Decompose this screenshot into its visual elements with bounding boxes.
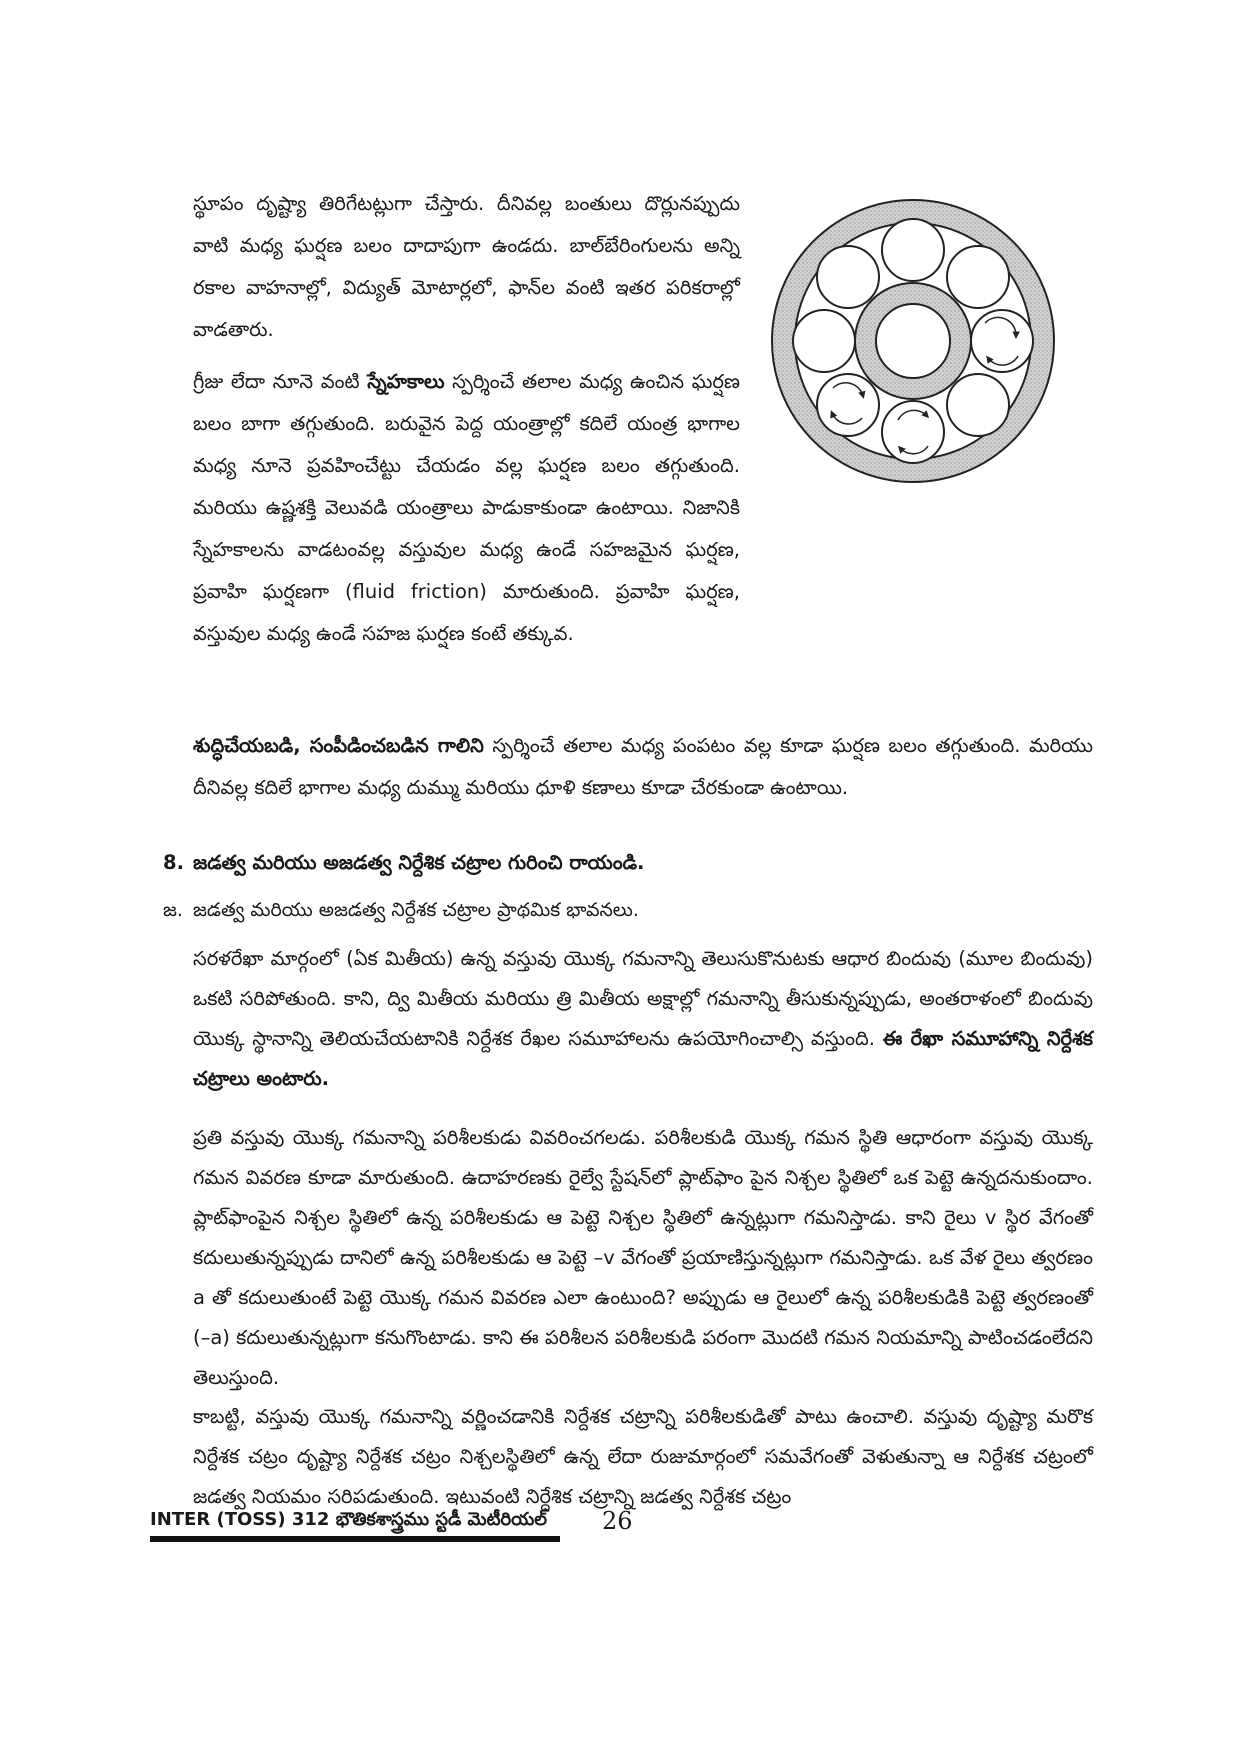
ball [882,219,944,281]
ball [817,246,879,308]
observer-paragraph [193,1118,1093,1398]
answer-heading [163,890,1063,930]
para2-text-a: గ్రీజు లేదా నూనె వంటి [193,370,368,393]
sarala-bold-definition: ఈ రేఖా సమూహాన్ని నిర్దేశక చట్రాలు అంటారు. [193,1027,1093,1090]
compressed-air-paragraph [193,725,1093,809]
frames-definition-paragraph [193,939,1093,1099]
ball-bearing-figure [770,198,1056,484]
page-number: 26 [602,1507,633,1535]
question-8 [163,843,1063,883]
intro-paragraph-1: స్థూపం దృష్ట్యా తిరిగేటట్లుగా చేస్తారు. దీనివల్ల బంతులు దొర్లునప్పుదు వాటి మధ్య ఘర్షణ బలం దాదాపుగా ఉండదు. బాల్‌బేరింగులను అన్ని రకాల వాహనాల్లో, విద్యుత్ మోటార్లలో, ఫాన్‌ల వంటి ఇతర పరికరాల్లో వాడతారు. [193,192,740,341]
air-bold-term: శుద్ధిచేయబడి, సంపీడించబడిన గాలిని [193,734,484,757]
ball [947,246,1009,308]
intro-paragraph-2 [193,361,740,655]
observer-text: ప్రతి వస్తువు యొక్క గమనాన్ని పరిశీలకుడు వివరించగలడు. పరిశీలకుడి యొక్క గమన స్థితి ఆధారంగా వస్తువు యొక్క గమన వివరణ కూడా మారుతుంది. ఉదాహరణకు రైల్వే స్టేషన్‌లో ప్లాట్‌ఫాం పైన నిశ్చల స్థితిలో ఒక పెట్టె ఉన్నదనుకుందాం. ప్లాట్‌ఫాంపైన నిశ్చల స్థితిలో ఉన్న పరిశీలకుడు ఆ పెట్టె నిశ్చల స్థితిలో ఉన్నట్లుగా గమనిస్తాడు. కాని రైలు v స్థిర వేగంతో కదులుతున్నప్పుడు దానిలో ఉన్న పరిశీలకుడు ఆ పెట్టె –v వేగంతో ప్రయాణిస్తున్నట్లుగా గమనిస్తాడు. ఒక వేళ రైలు త్వరణం a తో కదులుతుంటే పెట్టె యొక్క గమన వివరణ ఎలా ఉంటుంది? అప్పుడు ఆ రైలులో ఉన్న పరిశీలకుడికి పెట్టె త్వరణంతో (–a) కదులుతున్నట్లుగా కనుగొంటాడు. కాని ఈ పరిశీలన పరిశీలకుడి పరంగా మొదటి గమన నియమాన్ని పాటించడంలేదని తెలుస్తుంది. [193,1126,1093,1389]
footer-rule [150,1536,560,1542]
inner-race [855,283,971,399]
ball [793,310,855,372]
intro-text-column [193,183,740,655]
question-text: జడత్వ మరియు అజడత్వ నిర్దేశిక చట్రాల గురించి రాయండి. [193,851,645,874]
question-number: 8. [163,851,184,874]
ball [947,374,1009,436]
para2-bold-term: స్నేహకాలు [367,370,445,393]
para2-text-b: స్పర్శించే తలాల మధ్య ఉంచిన ఘర్షణ బలం బాగా తగ్గుతుంది. బరువైన పెద్ద యంత్రాల్లో కదిలే యంత్ర భాగాల మధ్య నూనె ప్రవహించేట్టు చేయడం వల్ల ఘర్షణ బలం తగ్గుతుంది. మరియు ఉష్ణశక్తి వెలువడి యంత్రాలు పాడుకాకుండా ఉంటాయి. నిజానికి స్నేహకాలను వాడటంవల్ల వస్తువుల మధ్య ఉండే సహజమైన ఘర్షణ, ప్రవాహి ఘర్షణగా (fluid friction) మారుతుంది. ప్రవాహి ఘర్షణ, వస్తువుల మధ్య ఉండే సహజ ఘర్షణ కంటే తక్కువ. [193,370,741,645]
air-text: స్పర్శించే తలాల మధ్య పంపటం వల్ల కూడా ఘర్షణ బలం తగ్గుతుంది. మరియు దీనివల్ల కదిలే భాగాల మధ్య దుమ్ము మరియు ధూళి కణాలు కూడా చేరకుండా ఉంటాయి. [193,734,1093,799]
ball [971,310,1033,372]
answer-text: జడత్వ మరియు అజడత్వ నిర్దేశక చట్రాల ప్రాథమిక భావనలు. [193,899,639,921]
footer-title: INTER (TOSS) 312 భౌతికశాస్త్రము స్టడీ మెటీరియల్ [150,1509,548,1530]
answer-label: జ. [163,899,183,921]
inertial-frame-text: కాబట్టి, వస్తువు యొక్క గమనాన్ని వర్ణించడానికి నిర్దేశక చట్రాన్ని పరిశీలకుడితో పాటు ఉంచాలి. వస్తువు దృష్ట్యా మరొక నిర్దేశక చట్రం దృష్ట్యా నిర్దేశక చట్రం నిశ్చలస్థితిలో ఉన్న లేదా రుజుమార్గంలో సమవేగంతో వెళుతున్నా ఆ నిర్దేశక చట్రంలో జడత్వ నియమం సరిపడుతుంది. ఇటువంటి నిర్దేశిక చట్రాన్ని జడత్వ నిర్దేశక చట్రం [193,1405,1093,1508]
sarala-text: సరళరేఖా మార్గంలో (ఏక మితీయ) ఉన్న వస్తువు యొక్క గమనాన్ని తెలుసుకొనుటకు ఆధార బిందువు (మూల బిందువు) ఒకటి సరిపోతుంది. కాని, ద్వి మితీయ మరియు త్రి మితీయ అక్షాల్లో గమనాన్ని తీసుకున్నప్పుడు, అంతరాళంలో బిందువు యొక్క స్థానాన్ని తెలియచేయటానికి నిర్దేశక రేఖల సమూహాలను ఉపయోగించాల్సి వస్తుంది. [193,947,1093,1050]
inertial-frame-paragraph [193,1397,1093,1517]
